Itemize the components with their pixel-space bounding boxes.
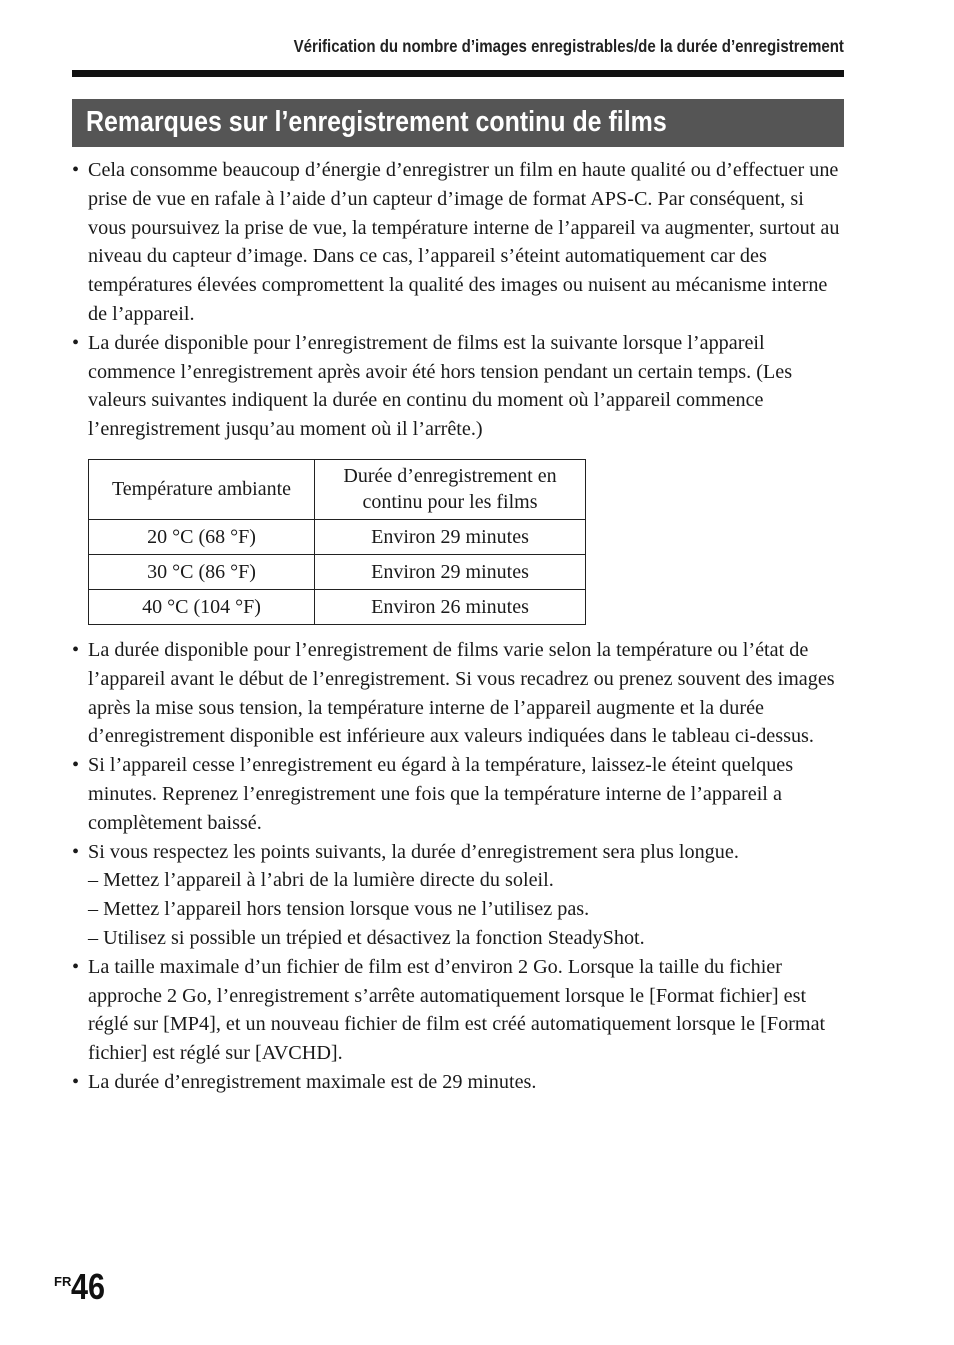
sub-item: – Mettez l’appareil hors tension lorsque vous ne l’utilisez pas. [88,898,590,921]
bullet-marker: • [72,955,80,978]
bullet-item [72,953,844,1068]
bullet-marker: • [72,754,80,777]
sub-item: – Mettez l’appareil à l’abri de la lumière directe du soleil. [88,869,554,892]
section-title: Remarques sur l’enregistrement continu de films [86,106,667,138]
page-language-code: FR [54,1274,72,1289]
bullet-item [72,838,844,867]
sub-item: – Utilisez si possible un trépied et désactivez la fonction SteadyShot. [88,926,645,949]
page-content [72,156,844,1097]
table-row [89,589,586,624]
bullet-item [72,329,844,444]
bullet-item [72,751,844,837]
bullet-marker: • [72,331,80,354]
header-rule [72,70,844,77]
table-header-cell: Durée d’enregistrement en continu pour les films [315,459,586,519]
recording-time-table [88,459,586,625]
bullet-marker: • [72,1070,80,1093]
bullet-marker: • [72,159,80,181]
page-number-value: 46 [71,1266,106,1307]
bullet-text: La durée disponible pour l’enregistrement de films est la suivante lorsque l’appareil commence l’enregistrement après avoir été hors tension pendant un certain temps. (Les valeurs suivantes indiquent la durée en continu du moment où l’appareil commence l’enregistrement jusqu’au moment où il l’arrête.) [88,331,793,441]
bullet-item [72,636,844,751]
running-header: Vérification du nombre d’images enregistrables/de la durée d’enregistrement [293,36,844,56]
bullet-text: Si vous respectez les points suivants, la durée d’enregistrement sera plus longue. [88,840,739,863]
table-cell: 40 °C (104 °F) [89,589,315,624]
section-title-bar [72,99,844,147]
table-header-row [89,459,586,519]
bullet-item [72,1068,844,1097]
bullet-text: La durée d’enregistrement maximale est de 29 minutes. [88,1070,537,1093]
table-header-cell: Température ambiante [89,459,315,519]
table-cell: 20 °C (68 °F) [89,519,315,554]
table-cell: 30 °C (86 °F) [89,554,315,589]
bullet-marker: • [72,840,80,863]
page-number [54,1266,111,1308]
bullet-marker: • [72,638,80,661]
table-cell: Environ 29 minutes [315,519,586,554]
bullet-text: Si l’appareil cesse l’enregistrement eu égard à la température, laissez-le éteint quelques minutes. Reprenez l’enregistrement une fois que la température interne de l’appareil a complètement baissé. [88,754,794,834]
table-row [89,554,586,589]
bullet-text: La taille maximale d’un fichier de film est d’environ 2 Go. Lorsque la taille du fichier approche 2 Go, l’enregistrement s’arrête automatiquement lorsque le [Format fichier] est réglé sur [MP4], et un nouveau fichier de film est créé automatiquement lorsque le [Format fichier] est réglé sur [AVCHD]. [88,955,826,1065]
bullet-text: Cela consomme beaucoup d’énergie d’enregistrer un film en haute qualité ou d’effectuer une prise de vue en rafale à l’aide d’un capteur d’image de format APS-C. Par conséquent, si vous poursuivez la prise de vue, la température interne de l’appareil va augmenter, surtout au niveau du capteur d’image. Dans ce cas, l’appareil s’éteint automatiquement car des températures élevées compromettent la qualité des images ou nuisent au mécanisme interne de l’appareil. [88,159,840,325]
table-cell: Environ 26 minutes [315,589,586,624]
bullet-text: La durée disponible pour l’enregistrement de films varie selon la température ou l’état de l’appareil avant le début de l’enregistrement. Si vous recadrez ou prenez souvent des images après la mise sous tension, la température interne de l’appareil augmente et la durée d’enregistrement disponible est inférieure aux valeurs indiquées dans le tableau ci-dessus. [88,638,835,748]
table-row [89,519,586,554]
bullet-item [72,156,844,329]
table-cell: Environ 29 minutes [315,554,586,589]
